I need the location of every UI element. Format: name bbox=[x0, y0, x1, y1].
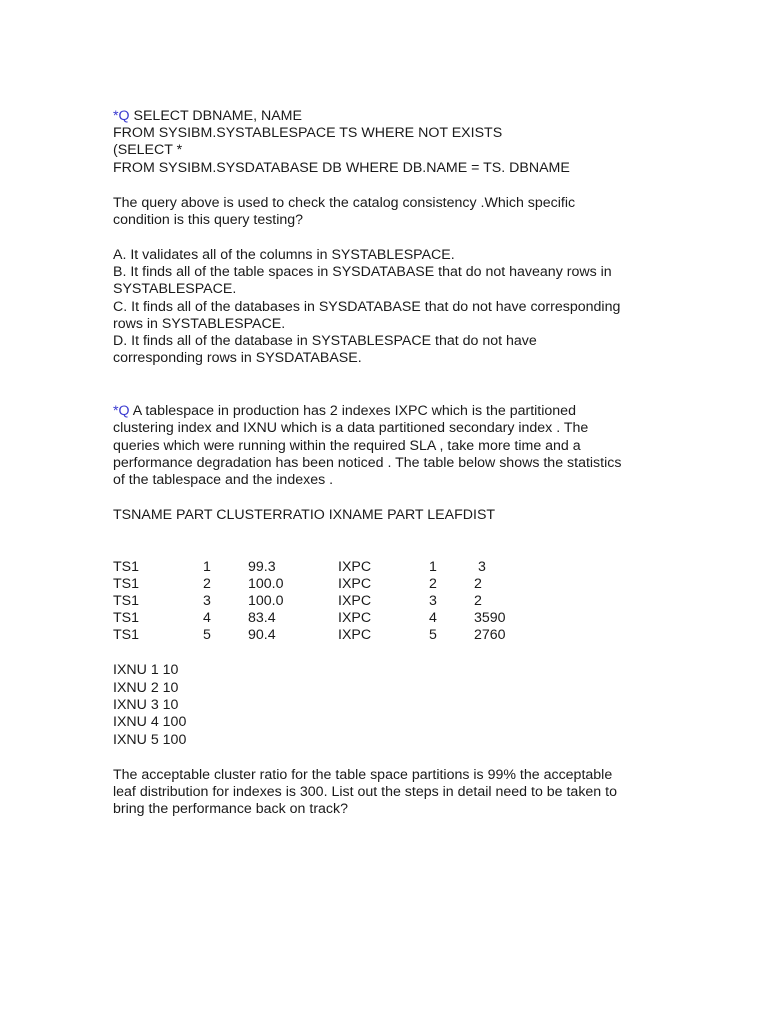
q1-question-line-1: The query above is used to check the catalog consistency .Which specific bbox=[113, 195, 576, 211]
q2-closing-line-2: leaf distribution for indexes is 300. List out the steps in detail need to be taken to bbox=[113, 784, 617, 800]
cell-part: 2 bbox=[203, 576, 211, 592]
cell-tsname: TS1 bbox=[113, 576, 140, 592]
cell-leafdist: 2760 bbox=[474, 627, 506, 643]
q1-question-line-2: condition is this query testing? bbox=[113, 212, 304, 228]
cell-ixname: IXPC bbox=[338, 576, 372, 592]
cell-part: 4 bbox=[203, 610, 211, 626]
ixnu-line: IXNU 1 10 bbox=[113, 662, 179, 678]
q2-closing-line-1: The acceptable cluster ratio for the table space partitions is 99% the acceptable bbox=[113, 767, 613, 783]
q1-option-c-line-2: rows in SYSTABLESPACE. bbox=[113, 316, 286, 332]
cell-part: 1 bbox=[203, 559, 211, 575]
cell-ix-part: 2 bbox=[429, 576, 437, 592]
cell-clusterratio: 90.4 bbox=[248, 627, 276, 643]
q1-sql-line-1 bbox=[113, 108, 302, 125]
cell-leafdist: 2 bbox=[474, 593, 482, 609]
q1-option-b-line-1: B. It finds all of the table spaces in SYSDATABASE that do not haveany rows in bbox=[113, 264, 612, 280]
cell-ixname: IXPC bbox=[338, 627, 372, 643]
cell-ix-part: 1 bbox=[429, 559, 437, 575]
q2-intro-line-3: queries which were running within the required SLA , take more time and a bbox=[113, 438, 581, 454]
q1-option-b-line-2: SYSTABLESPACE. bbox=[113, 281, 237, 297]
q2-intro-line-4: performance degradation has been noticed . The table below shows the statistics bbox=[113, 455, 622, 471]
ixnu-line: IXNU 4 100 bbox=[113, 714, 187, 730]
ixnu-line: IXNU 3 10 bbox=[113, 697, 179, 713]
cell-part: 3 bbox=[203, 593, 211, 609]
cell-clusterratio: 99.3 bbox=[248, 559, 276, 575]
cell-part: 5 bbox=[203, 627, 211, 643]
q1-sql-text-1: SELECT DBNAME, NAME bbox=[129, 108, 302, 124]
cell-tsname: TS1 bbox=[113, 559, 140, 575]
cell-ixname: IXPC bbox=[338, 559, 372, 575]
q1-marker: *Q bbox=[113, 108, 130, 124]
q2-intro-line-2: clustering index and IXNU which is a data partitioned secondary index . The bbox=[113, 420, 589, 436]
q2-intro-text-1: A tablespace in production has 2 indexes IXPC which is the partitioned bbox=[129, 403, 576, 419]
cell-clusterratio: 100.0 bbox=[248, 593, 284, 609]
q1-option-c-line-1: C. It finds all of the databases in SYSDATABASE that do not have corresponding bbox=[113, 299, 621, 315]
cell-leafdist: 3590 bbox=[474, 610, 506, 626]
cell-tsname: TS1 bbox=[113, 610, 140, 626]
cell-leafdist: 2 bbox=[474, 576, 482, 592]
cell-clusterratio: 83.4 bbox=[248, 610, 276, 626]
cell-clusterratio: 100.0 bbox=[248, 576, 284, 592]
ixnu-line: IXNU 2 10 bbox=[113, 680, 179, 696]
q2-intro-line-5: of the tablespace and the indexes . bbox=[113, 472, 334, 488]
cell-ix-part: 3 bbox=[429, 593, 437, 609]
q2-marker: *Q bbox=[113, 403, 130, 419]
cell-ix-part: 4 bbox=[429, 610, 437, 626]
q1-sql-line-4: FROM SYSIBM.SYSDATABASE DB WHERE DB.NAME = TS. DBNAME bbox=[113, 160, 570, 176]
q1-option-d-line-2: corresponding rows in SYSDATABASE. bbox=[113, 350, 362, 366]
q1-sql-line-3: (SELECT * bbox=[113, 142, 183, 158]
cell-leafdist: 3 bbox=[474, 559, 486, 575]
ixnu-line: IXNU 5 100 bbox=[113, 732, 187, 748]
cell-ix-part: 5 bbox=[429, 627, 437, 643]
q1-sql-line-2: FROM SYSIBM.SYSTABLESPACE TS WHERE NOT EXISTS bbox=[113, 125, 503, 141]
q2-intro-line-1 bbox=[113, 403, 576, 420]
q2-closing-line-3: bring the performance back on track? bbox=[113, 801, 349, 817]
cell-ixname: IXPC bbox=[338, 593, 372, 609]
q1-option-a: A. It validates all of the columns in SYSTABLESPACE. bbox=[113, 247, 455, 263]
cell-tsname: TS1 bbox=[113, 593, 140, 609]
cell-tsname: TS1 bbox=[113, 627, 140, 643]
q1-option-d-line-1: D. It finds all of the database in SYSTABLESPACE that do not have bbox=[113, 333, 537, 349]
stats-table-header: TSNAME PART CLUSTERRATIO IXNAME PART LEAFDIST bbox=[113, 507, 496, 523]
cell-ixname: IXPC bbox=[338, 610, 372, 626]
